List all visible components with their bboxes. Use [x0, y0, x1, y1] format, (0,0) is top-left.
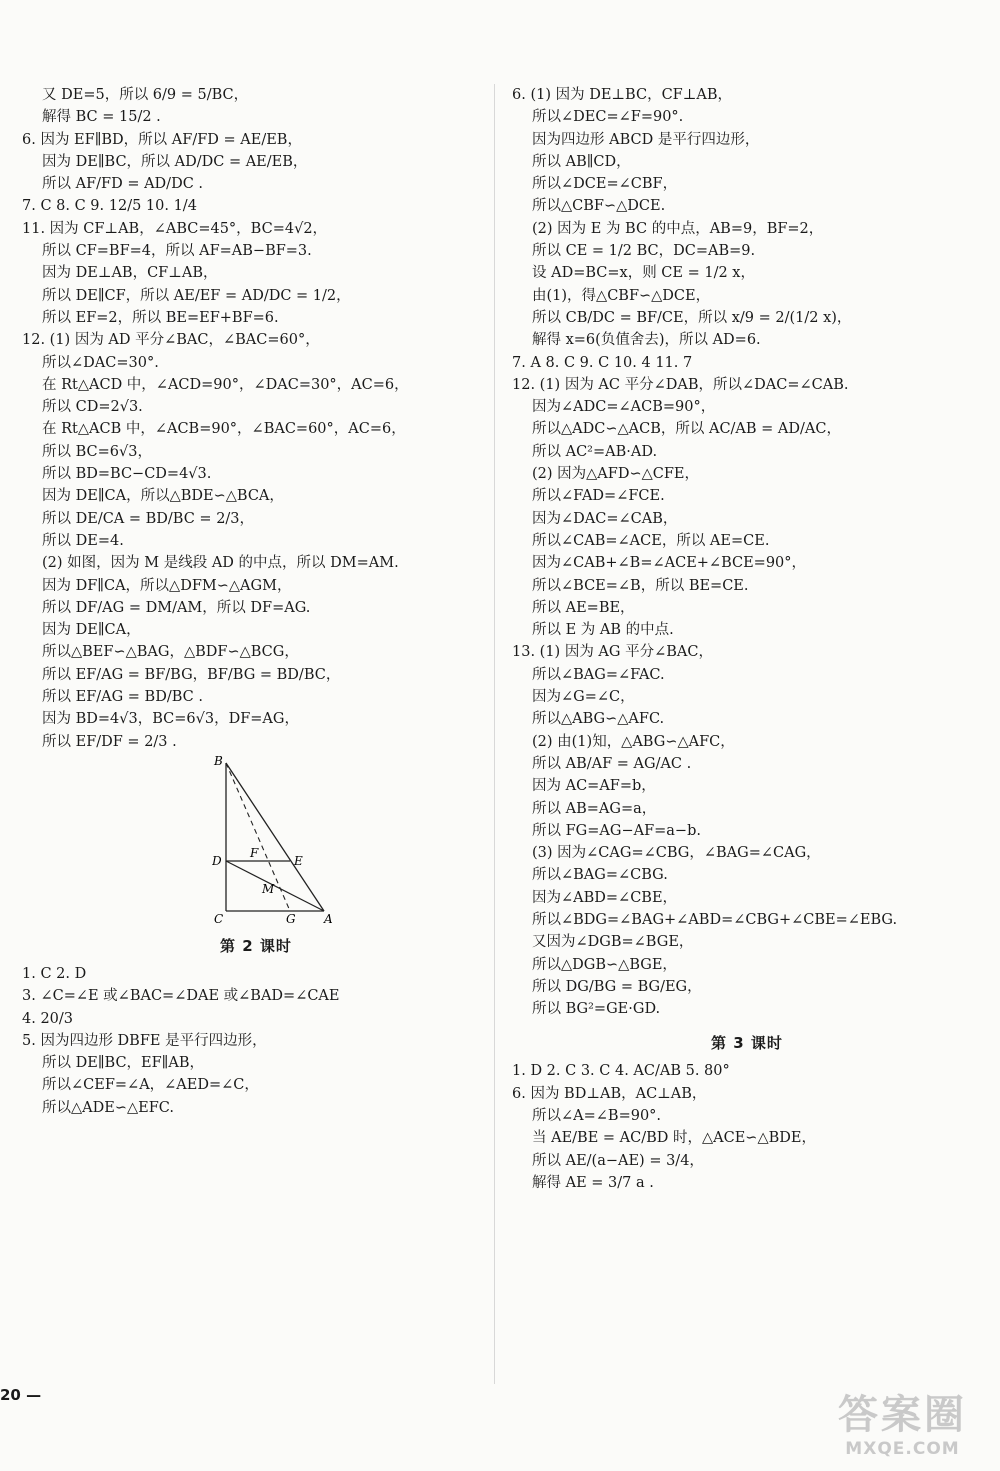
- questions-7-11: 7. A 8. C 9. C 10. 4 11. 7: [512, 354, 693, 371]
- text-line: 解得 x=6(负值舍去)，所以 AD=6.: [532, 332, 761, 349]
- text-line: 所以 FG=AG−AF=a−b.: [532, 822, 701, 839]
- text-line: 所以 BG²=GE·GD.: [532, 1001, 661, 1018]
- watermark-logo: [810, 1392, 995, 1466]
- text-line: 所以 DG/BG = BG/EG，: [532, 978, 702, 995]
- text-line: 所以 DF/AG = DM/AM，所以 DF=AG.: [42, 599, 311, 616]
- text-line: 所以 AF/FD = AD/DC .: [42, 176, 204, 193]
- text-line: 所以△ADC∽△ACB，所以 AC/AB = AD/AC，: [532, 421, 841, 438]
- text-line: 因为 DE∥CA，: [42, 622, 141, 639]
- questions-1-2: 1. C 2. D: [22, 965, 87, 982]
- text-line: 解得 BC = 15/2 .: [42, 109, 161, 126]
- label-e: E: [294, 853, 303, 868]
- text-line: 所以 AB/AF = AG/AC .: [532, 755, 692, 772]
- text-line: 所以∠BDG=∠BAG+∠ABD=∠CBG+∠CBE=∠EBG.: [532, 911, 898, 928]
- column-divider: [494, 84, 495, 1384]
- text-line: 因为 DE⊥AB，CF⊥AB，: [42, 265, 218, 282]
- text-line: 因为∠DAC=∠CAB，: [532, 510, 678, 527]
- text-line: 所以∠DEC=∠F=90°.: [532, 109, 684, 126]
- segment-da: [226, 861, 324, 911]
- right-column: [512, 84, 982, 1194]
- text-line: 由(1)，得△CBF∽△DCE，: [532, 287, 711, 304]
- text-line: 所以 DE∥BC，EF∥AB，: [42, 1055, 205, 1072]
- text-line: 所以 CE = 1/2 BC，DC=AB=9.: [532, 243, 756, 260]
- text-line: (2) 因为△AFD∽△CFE，: [532, 466, 699, 483]
- questions-1-5: 1. D 2. C 3. C 4. AC/AB 5. 80°: [512, 1063, 730, 1080]
- text-line: (2) 如图，因为 M 是线段 AD 的中点，所以 DM=AM.: [42, 555, 399, 572]
- text-line: 所以∠CEF=∠A，∠AED=∠C，: [42, 1077, 259, 1094]
- text-line: 所以 BD=BC−CD=4√3.: [42, 466, 212, 483]
- text-line: 所以 E 为 AB 的中点.: [532, 622, 674, 639]
- text-line: 又 DE=5，所以 6/9 = 5/BC，: [42, 87, 249, 103]
- text-line: 所以 EF/AG = BF/BG，BF/BG = BD/BC，: [42, 666, 341, 683]
- text-line: 所以 AC²=AB·AD.: [532, 443, 658, 460]
- text-line: 因为∠ABD=∠CBE，: [532, 889, 678, 906]
- label-m: M: [262, 881, 275, 896]
- text-line: 所以△ADE∽△EFC.: [42, 1099, 174, 1116]
- section-title-lesson-2: 第 2 课时: [220, 936, 292, 955]
- text-line: (2) 由(1)知，△ABG∽△AFC，: [532, 733, 735, 750]
- question-6: 6. 因为 EF∥BD，所以 AF/FD = AE/EB，: [22, 131, 302, 148]
- text-line: 所以 AE/(a−AE) = 3/4，: [532, 1152, 704, 1169]
- label-b: B: [214, 753, 223, 768]
- text-line: 所以∠BCE=∠B，所以 BE=CE.: [532, 577, 749, 594]
- text-line: 因为 DE∥BC，所以 AD/DC = AE/EB，: [42, 153, 308, 170]
- watermark-text: 答案圈: [838, 1392, 967, 1438]
- text-line: 解得 AE = 3/7 a .: [532, 1174, 654, 1191]
- text-line: 所以 DE=4.: [42, 532, 124, 549]
- text-line: 在 Rt△ACB 中，∠ACB=90°，∠BAC=60°，AC=6，: [42, 421, 406, 438]
- text-line: 所以 DE/CA = BD/BC = 2/3，: [42, 510, 255, 527]
- text-line: 所以∠FAD=∠FCE.: [532, 488, 665, 505]
- text-line: 所以∠A=∠B=90°.: [532, 1108, 662, 1125]
- label-f: F: [250, 845, 259, 860]
- text-line: 因为∠ADC=∠ACB=90°，: [532, 399, 716, 416]
- text-line: 因为四边形 ABCD 是平行四边形，: [532, 131, 760, 148]
- text-line: 所以△BEF∽△BAG，△BDF∽△BCG，: [42, 644, 299, 661]
- section-title-lesson-3: 第 3 课时: [711, 1034, 783, 1053]
- label-g: G: [286, 911, 296, 925]
- text-line: 因为∠CAB+∠B=∠ACE+∠BCE=90°，: [532, 555, 807, 572]
- text-line: 所以∠DAC=30°.: [42, 354, 159, 371]
- text-line: 所以 CB/DC = BF/CE，所以 x/9 = 2/(1/2 x)，: [532, 309, 852, 326]
- text-line: 在 Rt△ACD 中，∠ACD=90°，∠DAC=30°，AC=6，: [42, 376, 409, 393]
- label-d: D: [212, 853, 222, 868]
- left-column: [22, 84, 490, 1119]
- question-11: 11. 因为 CF⊥AB，∠ABC=45°，BC=4√2，: [22, 220, 328, 237]
- question-13: 13. (1) 因为 AG 平分∠BAC，: [512, 644, 713, 661]
- text-line: (2) 因为 E 为 BC 的中点，AB=9，BF=2，: [532, 220, 824, 237]
- question-4: 4. 20/3: [22, 1010, 74, 1027]
- text-line: 因为 BD=4√3，BC=6√3，DF=AG，: [42, 711, 299, 728]
- text-line: 所以 CF=BF=4，所以 AF=AB−BF=3.: [42, 243, 312, 260]
- text-line: 所以∠DCE=∠CBF，: [532, 176, 678, 193]
- text-line: 当 AE/BE = AC/BD 时，△ACE∽△BDE，: [532, 1130, 816, 1147]
- triangle-diagram: [212, 753, 352, 925]
- question-6: 6. (1) 因为 DE⊥BC，CF⊥AB，: [512, 87, 732, 103]
- text-line: 所以∠BAG=∠FAC.: [532, 666, 665, 683]
- geometry-figure: [22, 753, 490, 929]
- question-12: 12. (1) 因为 AC 平分∠DAB，所以∠DAC=∠CAB.: [512, 376, 849, 393]
- text-line: 所以 EF=2，所以 BE=EF+BF=6.: [42, 309, 279, 326]
- question-6: 6. 因为 BD⊥AB，AC⊥AB，: [512, 1085, 707, 1102]
- page-number: 20 —: [0, 1386, 42, 1404]
- watermark-url: MXQE.COM: [845, 1439, 960, 1459]
- text-line: 又因为∠DGB=∠BGE，: [532, 934, 694, 951]
- segment-ba: [226, 763, 324, 911]
- label-c: C: [214, 911, 224, 925]
- text-line: 所以△CBF∽△DCE.: [532, 198, 666, 215]
- questions-7-10: 7. C 8. C 9. 12/5 10. 1/4: [22, 198, 197, 215]
- segment-bg-dashed: [226, 763, 290, 911]
- text-line: 所以 BC=6√3，: [42, 443, 152, 460]
- text-line: 所以 DE∥CF，所以 AE/EF = AD/DC = 1/2，: [42, 287, 351, 304]
- text-line: 因为∠G=∠C，: [532, 689, 635, 706]
- text-line: 所以△DGB∽△BGE，: [532, 956, 677, 973]
- text-line: (3) 因为∠CAG=∠CBG，∠BAG=∠CAG，: [532, 845, 821, 862]
- text-line: 所以 CD=2√3.: [42, 399, 143, 416]
- text-line: 所以 AB∥CD，: [532, 153, 631, 170]
- text-line: 所以∠CAB=∠ACE，所以 AE=CE.: [532, 532, 770, 549]
- question-5: 5. 因为四边形 DBFE 是平行四边形，: [22, 1032, 267, 1049]
- text-line: 所以 AB=AG=a，: [532, 800, 657, 817]
- text-line: 所以 AE=BE，: [532, 599, 635, 616]
- text-line: 所以 EF/DF = 2/3 .: [42, 733, 177, 750]
- label-a: A: [324, 911, 333, 925]
- text-line: 所以△ABG∽△AFC.: [532, 711, 665, 728]
- text-line: 设 AD=BC=x，则 CE = 1/2 x，: [532, 265, 755, 282]
- text-line: 因为 DF∥CA，所以△DFM∽△AGM，: [42, 577, 292, 594]
- text-line: 因为 DE∥CA，所以△BDE∽△BCA，: [42, 488, 284, 505]
- text-line: 所以 EF/AG = BD/BC .: [42, 689, 203, 706]
- text-line: 因为 AC=AF=b，: [532, 778, 656, 795]
- question-12: 12. (1) 因为 AD 平分∠BAC，∠BAC=60°，: [22, 332, 320, 349]
- question-3: 3. ∠C=∠E 或∠BAC=∠DAE 或∠BAD=∠CAE: [22, 988, 340, 1005]
- text-line: 所以∠BAG=∠CBG.: [532, 867, 668, 884]
